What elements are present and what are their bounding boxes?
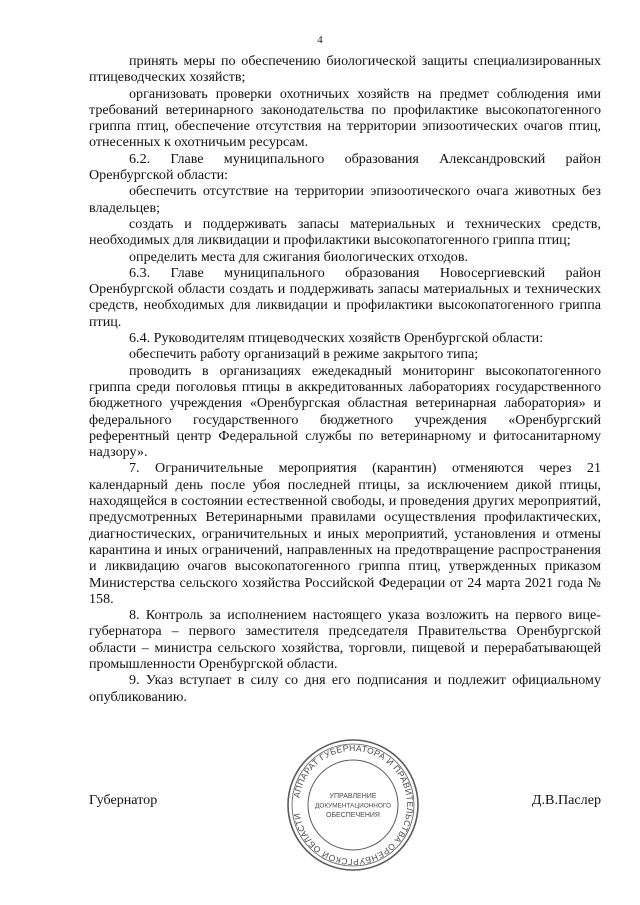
paragraph: 6.2. Главе муниципального образования Александровский район Оренбургской области: (89, 150, 601, 184)
paragraph: создать и поддерживать запасы материальных и технических средств, необходимых для ликвидации и профилактики высокопатогенного гриппа птиц; (89, 215, 601, 249)
paragraph: 6.4. Руководителям птицеводческих хозяйств Оренбургской области: (129, 330, 544, 347)
paragraph: 8. Контроль за исполнением настоящего указа возложить на первого вице-губернатора – первого заместителя председателя Правительства Оренбургской области – министра сельского хозяйства, торговли, пищевой и перерабатывающей промышленности Оренбургской области. (89, 607, 601, 672)
official-stamp (286, 738, 420, 872)
paragraph: 7. Ограничительные мероприятия (карантин) отменяются через 21 календарный день после убоя последней птицы, за исключением дикой птицы, находящейся в состоянии естественной свободы, и проведения других мероприятий, предусмотренных Ветеринарными правилами осуществления профилактических, диагностических, ограничительных и иных мероприятий, установления и отмены карантина и иных ограничений, направленных на предотвращение распространения и ликвидацию очагов высокопатогенного гриппа птиц, утвержденных приказом Министерства сельского хозяйства Российской Федерации от 24 марта 2021 года № 158. (89, 460, 601, 607)
paragraph: проводить в организациях ежедекадный мониторинг высокопатогенного гриппа среди поголовья птицы в аккредитованных лабораториях государственного бюджетного учреждения «Оренбургская областная ветеринарная лаборатория» и федерального государственного бюджетного учреждения «Оренбургский референтный центр Федеральной службы по ветеринарному и фитосанитарному надзору». (89, 362, 601, 461)
stamp-ring-text: АППАРАТ ГУБЕРНАТОРА И ПРАВИТЕЛЬСТВА ОРЕНБУРГСКОЙ ОБЛАСТИ (291, 742, 416, 868)
paragraph: 9. Указ вступает в силу со дня его подписания и подлежит официальному опубликованию. (89, 672, 601, 705)
signatory-position: Губернатор (89, 792, 158, 808)
signatory-name: Д.В.Паслер (531, 792, 601, 808)
stamp-line: ОБЕСПЕЧЕНИЯ (326, 812, 380, 819)
page-number: 4 (317, 34, 323, 46)
paragraph: принять меры по обеспечению биологической защиты специализированных птицеводческих хозяйств; (89, 53, 601, 86)
paragraph: обеспечить работу организаций в режиме закрытого типа; (129, 346, 479, 363)
paragraph: определить места для сжигания биологических отходов. (129, 248, 469, 265)
paragraph: организовать проверки охотничьих хозяйств на предмет соблюдения ими требований ветеринарного законодательства по профилактике высокопатогенного гриппа птиц, обеспечение отсутствия на территории эпизоотических очагов птиц, отнесенных к охотничьим ресурсам. (89, 85, 601, 151)
paragraph: обеспечить отсутствие на территории эпизоотического очага животных без владельцев; (89, 183, 601, 216)
stamp-line: ДОКУМЕНТАЦИОННОГО (315, 802, 391, 810)
stamp-line: УПРАВЛЕНИЕ (329, 793, 377, 800)
document-body (89, 53, 601, 705)
paragraph: 6.3. Главе муниципального образования Новосергиевский район Оренбургской области создать и поддерживать запасы материальных и технических средств, необходимых для ликвидации и профилактики высокопатогенного гриппа птиц. (89, 264, 601, 330)
stamp-seal-icon (286, 738, 420, 872)
